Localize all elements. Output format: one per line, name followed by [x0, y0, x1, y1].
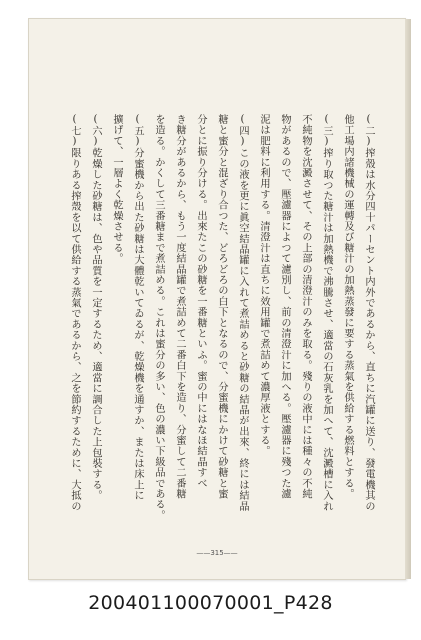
vertical-text-body	[69, 114, 379, 524]
text-column: (四)この液を更に眞空結晶罐に入れて煮詰めると砂糖の結晶が出來、終には結晶	[237, 114, 248, 512]
page-number: ——315——	[196, 549, 238, 557]
text-column: 他工場内諸機械の運轉及び糖汁の加熱蒸發に要する蒸氣を供給する燃料とする。	[342, 114, 353, 500]
text-column: (二)搾殼は水分四十パーセント内外であるから、直ちに汽罐に送り、發電機其の	[363, 114, 374, 512]
page-edge	[405, 19, 411, 579]
text-column: (五)分蜜機から出た砂糖は大體乾いてゐるが、乾燥機を通すか、または床上に	[132, 114, 143, 501]
image-identifier-caption: 200401100070001_P428	[88, 592, 333, 614]
text-column: を造る。かくして三番糖まで煮詰める。これは蜜分の多い、色の濃い下級品である。	[153, 114, 164, 521]
text-column: き糖分があるから、もう一度結晶罐で煮詰めて二番白下を造り、分蜜して二番糖	[174, 114, 185, 500]
document-page	[28, 18, 406, 580]
text-column: 物があるので、壓濾器によつて濾別し、前の清澄汁に加へる。壓濾器に殘つた濾	[279, 114, 290, 500]
text-column: (三)搾り取つた糖汁は加熱機で沸騰させ、適當の石灰乳を加へて、沈澱槽に入れ	[321, 114, 332, 512]
text-column: (六)乾燥した砂糖は、色や品質を一定するため、適當に調合した上包裝する。	[90, 114, 101, 501]
text-column: 分とに振り分ける。出來たこの砂糖を一番糖といふ。蜜の中にはなほ結晶すべ	[195, 114, 206, 489]
text-column: 泥は肥料に利用する。清澄汁は直ちに效用罐で煮詰めて濃厚液とする。	[258, 114, 269, 457]
text-column: 糖と蜜分と混ざり合つた、どろどろの白下となるので、分蜜機にかけて砂糖と蜜	[216, 114, 227, 500]
text-column: (七)限りある搾殼を以て供給する蒸氣であるから、之を節約するために、大抵の	[69, 114, 80, 512]
text-column: 不純物を沈澱させて、その上部の清澄汁のみを取る。殘りの液中には種々の不純	[300, 114, 311, 500]
text-column: 擴げて、一層よく乾燥させる。	[111, 114, 122, 264]
